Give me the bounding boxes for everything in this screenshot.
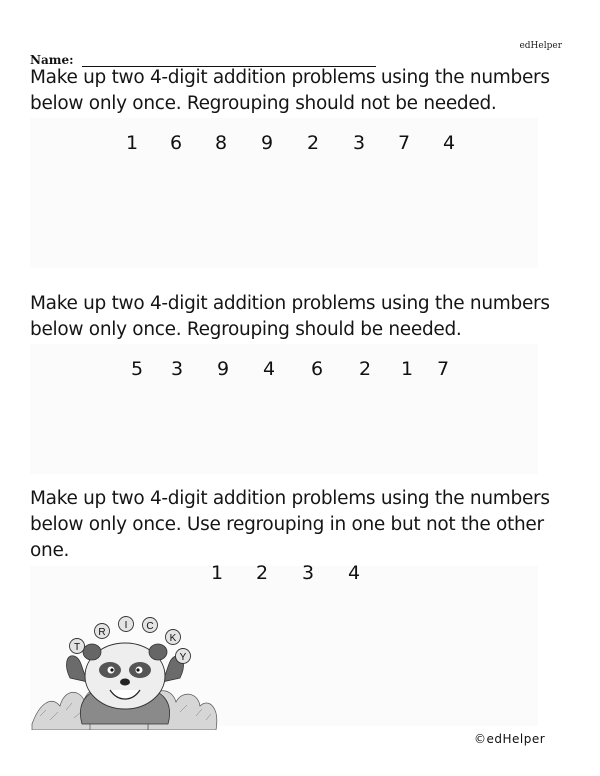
numbers-3 [0,562,600,586]
number: 4 [347,562,361,584]
mascot-letter: R [98,627,106,638]
number: 4 [262,358,276,380]
brand-top: edHelper [519,41,562,51]
prompt-2: Make up two 4-digit addition problems using the numbers below only once. Regrouping should be needed. [30,293,550,340]
number: 5 [130,358,144,380]
number: 8 [214,132,228,154]
number: 7 [436,358,450,380]
mascot-letter: K [169,633,177,644]
number: 9 [260,132,274,154]
numbers-2 [0,358,600,382]
prompt-1: Make up two 4-digit addition problems using the numbers below only once. Regrouping should not be needed. [30,67,550,114]
mascot-letter: C [146,621,154,632]
number: 3 [352,132,366,154]
copyright: ©edHelper [474,732,546,746]
number: 2 [306,132,320,154]
mascot-letter: Y [179,652,187,663]
number: 1 [125,132,139,154]
number: 2 [255,562,269,584]
numbers-1 [0,132,600,156]
prompt-3: Make up two 4-digit addition problems using the numbers below only once. Use regrouping in one but not the other one. [30,488,550,561]
number: 1 [210,562,224,584]
mascot-letter: I [124,620,128,631]
number: 9 [216,358,230,380]
number: 1 [400,358,414,380]
mascot-letter: T [73,642,81,653]
tricky-raccoon-illustration [30,606,220,730]
number: 2 [358,358,372,380]
number: 4 [442,132,456,154]
number: 7 [397,132,411,154]
number: 6 [169,132,183,154]
number: 6 [310,358,324,380]
number: 3 [170,358,184,380]
number: 3 [301,562,315,584]
name-label: Name: [30,53,74,67]
